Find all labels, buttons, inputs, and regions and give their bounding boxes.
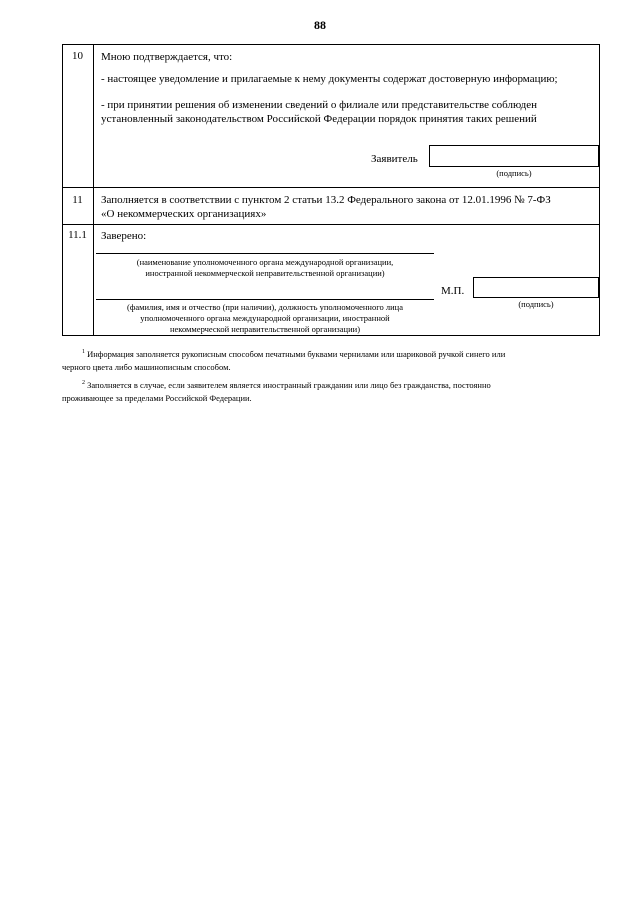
applicant-signature-caption: (подпись) bbox=[496, 168, 532, 178]
person-caption-line-1: (фамилия, имя и отчество (при наличии), должность уполномоченного лица bbox=[127, 302, 403, 312]
applicant-label: Заявитель bbox=[371, 153, 418, 165]
person-caption-line-2: уполномоченного органа международной организации, иностранной bbox=[140, 313, 390, 323]
applicant-signature-field[interactable] bbox=[429, 145, 599, 167]
page-number: 88 bbox=[314, 18, 326, 32]
footnote-1-line-2: черного цвета либо машинописным способом. bbox=[62, 362, 231, 372]
footnote-2-line-1: Заполняется в случае, если заявителем является иностранный гражданин или лицо без гражданства, постоянно bbox=[87, 380, 491, 390]
organization-name-field[interactable] bbox=[96, 253, 434, 254]
organization-caption-line-2: иностранной некоммерческой неправительственной организации) bbox=[145, 268, 385, 278]
footnote-2-line-2: проживающее за пределами Российской Федерации. bbox=[62, 393, 252, 403]
confirmation-heading: Мною подтверждается, что: bbox=[101, 51, 233, 63]
row-number: 10 bbox=[72, 50, 83, 62]
certifier-signature-field[interactable] bbox=[473, 277, 599, 298]
footnote-2 bbox=[62, 377, 600, 405]
column-divider bbox=[93, 44, 94, 336]
row-11-text-line-1: Заполняется в соответствии с пунктом 2 статьи 13.2 Федерального закона от 12.01.1996 № 7-ФЗ bbox=[101, 194, 551, 206]
authorized-person-field[interactable] bbox=[96, 299, 434, 300]
footnote-1 bbox=[62, 346, 600, 374]
seal-label: М.П. bbox=[441, 285, 465, 297]
footnote-mark: 2 bbox=[82, 380, 85, 386]
footnote-1-line-1: Информация заполняется рукописным способом печатными буквами чернилами или шариковой ручкой синего или bbox=[87, 349, 506, 359]
row-number: 11 bbox=[72, 194, 83, 206]
confirmation-item-2-line-2: установленный законодательством Российской Федерации порядок принятия таких решений bbox=[101, 113, 537, 125]
organization-caption-line-1: (наименование уполномоченного органа международной организации, bbox=[136, 257, 394, 267]
row-divider bbox=[62, 224, 600, 225]
footnote-mark: 1 bbox=[82, 349, 85, 355]
row-number: 11.1 bbox=[68, 229, 87, 241]
certified-heading: Заверено: bbox=[101, 230, 147, 242]
certifier-signature-caption: (подпись) bbox=[518, 299, 554, 309]
person-caption-line-3: некоммерческой неправительственной организации) bbox=[169, 324, 361, 334]
row-11-text-line-2: «О некоммерческих организациях» bbox=[101, 208, 267, 220]
row-divider bbox=[62, 187, 600, 188]
confirmation-item-1: - настоящее уведомление и прилагаемые к нему документы содержат достоверную информацию; bbox=[101, 73, 558, 85]
confirmation-item-2-line-1: - при принятии решения об изменении сведений о филиале или представительстве соблюден bbox=[101, 99, 538, 111]
